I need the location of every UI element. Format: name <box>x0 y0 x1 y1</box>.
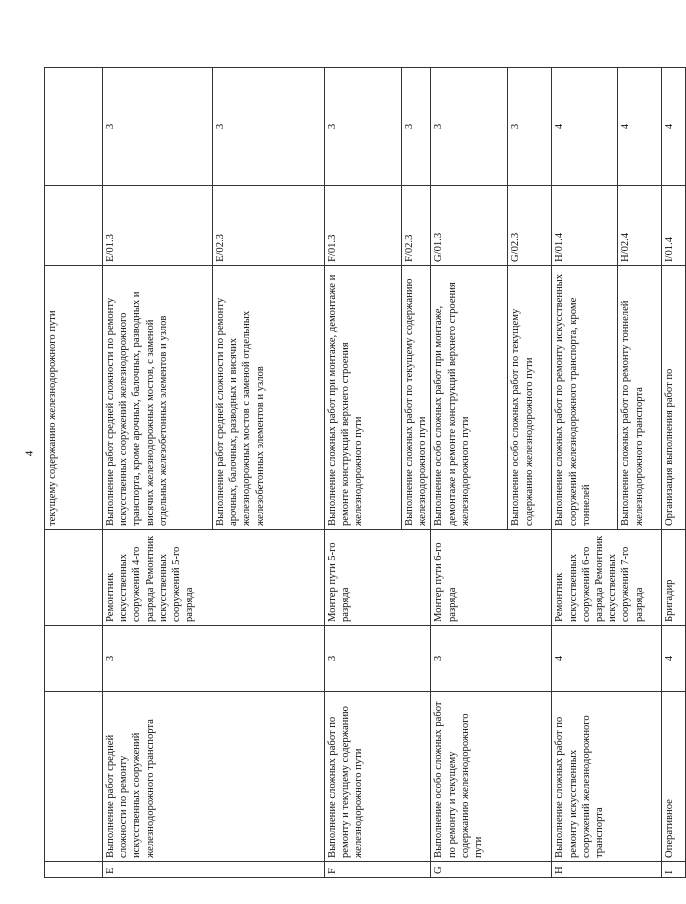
job-title: Ремонтник искусственных сооружений 4-го разряда Ремонтник искусственных сооружений 5-го разряда <box>103 530 325 626</box>
page-number: 4 <box>23 450 36 457</box>
qualification-level: 4 <box>662 626 686 692</box>
qualification-level: 3 <box>431 626 552 692</box>
generalized-function-name: Выполнение работ средней сложности по ремонту искусственных сооружений железнодорожного транспорта <box>103 692 325 862</box>
labor-function-code: F/02.3 <box>402 186 431 266</box>
empty-cell <box>45 186 103 266</box>
labor-function-code: G/02.3 <box>508 186 552 266</box>
labor-function-code: F/01.3 <box>325 186 402 266</box>
job-title: Бригадир <box>662 530 686 626</box>
group-code-cell: E <box>103 862 325 878</box>
rotated-sheet <box>44 68 676 878</box>
sublevel: 4 <box>662 68 686 186</box>
labor-function-code: E/01.3 <box>103 186 213 266</box>
generalized-function-name: Выполнение сложных работ по ремонту и текущему содержанию железнодорожного пути <box>325 692 431 862</box>
table-row <box>431 68 508 878</box>
qualification-level: 3 <box>103 626 325 692</box>
table-row <box>325 68 402 878</box>
labor-function-code: E/02.3 <box>213 186 325 266</box>
empty-cell <box>45 530 103 626</box>
qualification-level: 4 <box>552 626 662 692</box>
job-title: Монтер пути 6-го разряда <box>431 530 552 626</box>
sublevel: 3 <box>402 68 431 186</box>
continuation-row <box>45 68 103 878</box>
empty-cell <box>45 68 103 186</box>
functions-table <box>44 67 686 878</box>
labor-function-code: G/01.3 <box>431 186 508 266</box>
group-code-cell: F <box>325 862 431 878</box>
labor-function-name: Выполнение работ средней сложности по ремонту искусственных сооружений железнодорожного транспорта, кроме арочных, балочных, разводных и висячих железнодорожных мостов, с заменой отдельных железобетонных элементов и узлов <box>103 266 213 530</box>
labor-function-code: I/01.4 <box>662 186 686 266</box>
labor-function-name: Организация выполнения работ по <box>662 266 686 530</box>
sublevel: 3 <box>213 68 325 186</box>
sublevel: 4 <box>552 68 618 186</box>
group-code-cell: I <box>662 862 686 878</box>
generalized-function-name: Оперативное <box>662 692 686 862</box>
sublevel: 3 <box>325 68 402 186</box>
job-title: Монтер пути 5-го разряда <box>325 530 431 626</box>
empty-cell <box>45 862 103 878</box>
table-row <box>662 68 686 878</box>
labor-function-name: Выполнение особо сложных работ при монтаже, демонтаже и ремонте конструкций верхнего строения железнодорожного пути <box>431 266 508 530</box>
labor-function-name: Выполнение сложных работ по ремонту тоннелей железнодорожного транспорта <box>618 266 662 530</box>
continuation-text: текущему содержанию железнодорожного пути <box>45 266 103 530</box>
labor-function-name: Выполнение сложных работ при монтаже, демонтаже и ремонте конструкций верхнего строения железнодорожного пути <box>325 266 402 530</box>
labor-function-code: H/01.4 <box>552 186 618 266</box>
generalized-function-name: Выполнение особо сложных работ по ремонту и текущему содержанию железнодорожного пути <box>431 692 552 862</box>
labor-function-name: Выполнение особо сложных работ по текущему содержанию железнодорожного пути <box>508 266 552 530</box>
group-code-cell: H <box>552 862 662 878</box>
table-row <box>103 68 213 878</box>
qualification-level: 3 <box>325 626 431 692</box>
sublevel: 4 <box>618 68 662 186</box>
group-code-cell: G <box>431 862 552 878</box>
labor-function-name: Выполнение сложных работ по текущему содержанию железнодорожного пути <box>402 266 431 530</box>
table-row <box>552 68 618 878</box>
labor-function-name: Выполнение сложных работ по ремонту искусственных сооружений железнодорожного транспорта, кроме тоннелей <box>552 266 618 530</box>
sublevel: 3 <box>103 68 213 186</box>
sublevel: 3 <box>508 68 552 186</box>
labor-function-code: H/02.4 <box>618 186 662 266</box>
job-title: Ремонтник искусственных сооружений 6-го разряда Ремонтник искусственных сооружений 7-го разряда <box>552 530 662 626</box>
sublevel: 3 <box>431 68 508 186</box>
empty-cell <box>45 626 103 692</box>
labor-function-name: Выполнение работ средней сложности по ремонту арочных, балочных, разводных и висячих железнодорожных мостов с заменой отдельных железобетонных элементов и узлов <box>213 266 325 530</box>
empty-cell <box>45 692 103 862</box>
generalized-function-name: Выполнение сложных работ по ремонту искусственных сооружений железнодорожного транспорта <box>552 692 662 862</box>
